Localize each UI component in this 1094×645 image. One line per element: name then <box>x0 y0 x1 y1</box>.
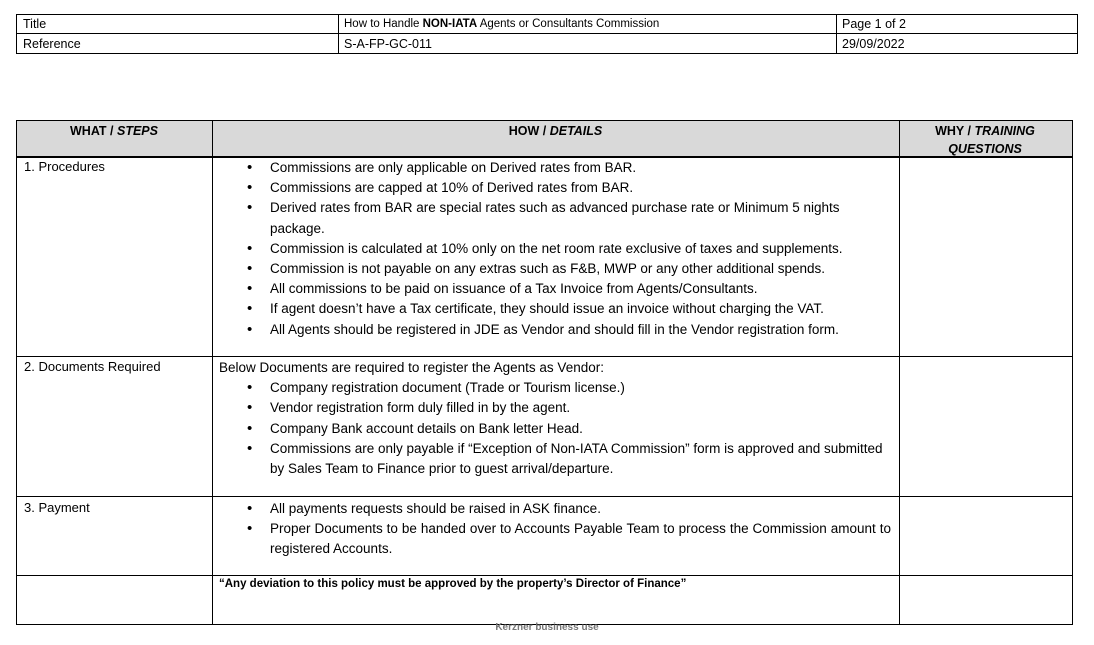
list-item: • Commission is not payable on any extras such as F&B, MWP or any other additional spends. <box>219 259 891 279</box>
list-item: • Commissions are capped at 10% of Derived rates from BAR. <box>219 178 891 198</box>
list-item: • Company registration document (Trade or Tourism license.) <box>219 378 891 398</box>
list-item: • Proper Documents to be handed over to Accounts Payable Team to process the Commission amount to registered Accounts. <box>219 519 891 559</box>
row-details <box>219 158 891 340</box>
header-how <box>212 122 899 140</box>
divider <box>16 575 1073 576</box>
h2i: DETAILS <box>549 124 603 138</box>
h1: WHAT / <box>70 124 117 138</box>
row-intro: Below Documents are required to register the Agents as Vendor: <box>219 360 604 375</box>
title-label: Title <box>23 17 47 31</box>
header-why <box>925 122 1045 158</box>
policy-note: “Any deviation to this policy must be approved by the property’s Director of Finance” <box>219 578 687 590</box>
list-item: • Company Bank account details on Bank letter Head. <box>219 419 891 439</box>
step-label: 3. Payment <box>24 500 90 515</box>
footer-classification: Kerzner business use <box>495 622 599 633</box>
h1i: STEPS <box>116 124 158 138</box>
title-prefix: How to Handle <box>344 18 423 30</box>
title-suffix: Agents or Consultants Commission <box>477 18 660 30</box>
divider <box>16 33 1078 34</box>
row-details <box>219 499 891 560</box>
document-title <box>344 18 659 30</box>
document-date: 29/09/2022 <box>842 37 905 51</box>
list-item: • If agent doesn’t have a Tax certificate, they should issue an invoice without charging the VAT. <box>219 299 891 319</box>
list-item: • Commissions are only applicable on Derived rates from BAR. <box>219 158 891 178</box>
page-number: Page 1 of 2 <box>842 17 906 31</box>
divider <box>212 120 213 625</box>
divider <box>16 496 1073 497</box>
divider <box>16 356 1073 357</box>
h3: WHY / <box>935 124 975 138</box>
reference-label: Reference <box>23 37 81 51</box>
list-item: • Derived rates from BAR are special rates such as advanced purchase rate or Minimum 5 nights package. <box>219 198 891 238</box>
h3i: TRAINING QUESTIONS <box>948 124 1035 156</box>
step-label: 1. Procedures <box>24 159 105 174</box>
list-item: • Commission is calculated at 10% only on the net room rate exclusive of taxes and supplements. <box>219 239 891 259</box>
divider <box>836 14 837 54</box>
header-what <box>16 122 212 140</box>
list-item: • All commissions to be paid on issuance of a Tax Invoice from Agents/Consultants. <box>219 279 891 299</box>
title-bold: NON-IATA <box>422 18 478 30</box>
list-item: • All Agents should be registered in JDE as Vendor and should fill in the Vendor registration form. <box>219 320 891 340</box>
list-item: • All payments requests should be raised in ASK finance. <box>219 499 891 519</box>
reference-code: S-A-FP-GC-011 <box>344 37 432 51</box>
step-label: 2. Documents Required <box>24 359 161 374</box>
list-item: • Vendor registration form duly filled in by the agent. <box>219 398 891 418</box>
row-details <box>219 358 891 479</box>
divider <box>338 14 339 54</box>
h2: HOW / <box>508 124 550 138</box>
divider <box>899 120 900 625</box>
list-item: • Commissions are only payable if “Exception of Non-IATA Commission” form is approved and submitted by Sales Team to Finance prior to guest arrival/departure. <box>219 439 891 479</box>
